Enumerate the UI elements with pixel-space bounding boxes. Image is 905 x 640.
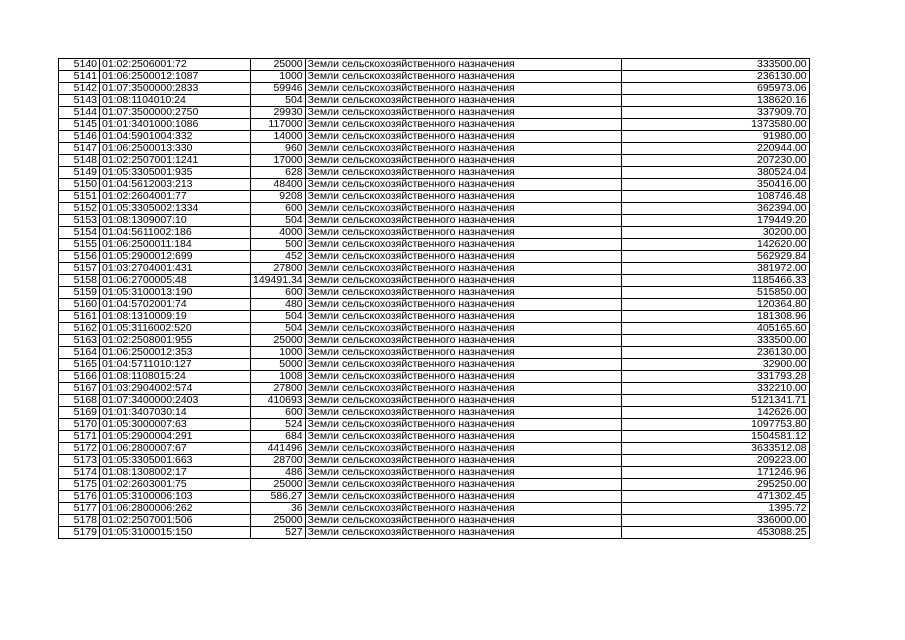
- row-number-cell: 5173: [59, 455, 100, 467]
- area-cell: 5000: [251, 359, 306, 371]
- land-category-cell: Земли сельскохозяйственного назначения: [305, 59, 621, 71]
- land-category-cell: Земли сельскохозяйственного назначения: [305, 143, 621, 155]
- land-category-cell: Земли сельскохозяйственного назначения: [305, 383, 621, 395]
- cadastral-number-cell: 01:07:3500000:2750: [100, 107, 251, 119]
- land-category-cell: Земли сельскохозяйственного назначения: [305, 299, 621, 311]
- cadastral-number-cell: 01:04:5702001:74: [100, 299, 251, 311]
- table-row: [59, 419, 810, 431]
- land-category-cell: Земли сельскохозяйственного назначения: [305, 455, 621, 467]
- cadastral-number-cell: 01:07:3500000:2833: [100, 83, 251, 95]
- cadastral-number-cell: 01:08:1308002:17: [100, 467, 251, 479]
- land-category-cell: Земли сельскохозяйственного назначения: [305, 71, 621, 83]
- land-category-cell: Земли сельскохозяйственного назначения: [305, 491, 621, 503]
- area-cell: 28700: [251, 455, 306, 467]
- table-body: [59, 59, 810, 539]
- row-number-cell: 5140: [59, 59, 100, 71]
- row-number-cell: 5144: [59, 107, 100, 119]
- cadastral-value-cell: 337909.70: [621, 107, 809, 119]
- land-category-cell: Земли сельскохозяйственного назначения: [305, 515, 621, 527]
- row-number-cell: 5142: [59, 83, 100, 95]
- row-number-cell: 5165: [59, 359, 100, 371]
- cadastral-number-cell: 01:05:3100015:150: [100, 527, 251, 539]
- cadastral-number-cell: 01:04:5901004:332: [100, 131, 251, 143]
- area-cell: 486: [251, 467, 306, 479]
- cadastral-value-cell: 142626.00: [621, 407, 809, 419]
- area-cell: 1008: [251, 371, 306, 383]
- land-category-cell: Земли сельскохозяйственного назначения: [305, 95, 621, 107]
- cadastral-number-cell: 01:08:1104010:24: [100, 95, 251, 107]
- area-cell: 600: [251, 287, 306, 299]
- area-cell: 27800: [251, 263, 306, 275]
- row-number-cell: 5141: [59, 71, 100, 83]
- land-category-cell: Земли сельскохозяйственного назначения: [305, 263, 621, 275]
- land-category-cell: Земли сельскохозяйственного назначения: [305, 335, 621, 347]
- table-row: [59, 503, 810, 515]
- land-category-cell: Земли сельскохозяйственного назначения: [305, 83, 621, 95]
- land-category-cell: Земли сельскохозяйственного назначения: [305, 431, 621, 443]
- land-category-cell: Земли сельскохозяйственного назначения: [305, 203, 621, 215]
- table-row: [59, 395, 810, 407]
- table-row: [59, 491, 810, 503]
- cadastral-value-cell: 209223.00: [621, 455, 809, 467]
- area-cell: 117000: [251, 119, 306, 131]
- cadastral-value-cell: 1097753.80: [621, 419, 809, 431]
- table-row: [59, 203, 810, 215]
- table-row: [59, 215, 810, 227]
- cadastral-value-cell: 336000.00: [621, 515, 809, 527]
- table-row: [59, 347, 810, 359]
- cadastral-number-cell: 01:06:2800007:67: [100, 443, 251, 455]
- table-row: [59, 323, 810, 335]
- area-cell: 17000: [251, 155, 306, 167]
- land-category-cell: Земли сельскохозяйственного назначения: [305, 311, 621, 323]
- cadastral-number-cell: 01:06:2800006:262: [100, 503, 251, 515]
- table-row: [59, 371, 810, 383]
- cadastral-value-cell: 181308.96: [621, 311, 809, 323]
- cadastral-number-cell: 01:02:2506001:72: [100, 59, 251, 71]
- row-number-cell: 5156: [59, 251, 100, 263]
- land-category-cell: Земли сельскохозяйственного назначения: [305, 251, 621, 263]
- table-row: [59, 359, 810, 371]
- row-number-cell: 5154: [59, 227, 100, 239]
- row-number-cell: 5145: [59, 119, 100, 131]
- row-number-cell: 5162: [59, 323, 100, 335]
- cadastral-number-cell: 01:06:2500012:353: [100, 347, 251, 359]
- cadastral-number-cell: 01:05:3116002:520: [100, 323, 251, 335]
- row-number-cell: 5169: [59, 407, 100, 419]
- table-row: [59, 71, 810, 83]
- land-category-cell: Земли сельскохозяйственного назначения: [305, 407, 621, 419]
- land-category-cell: Земли сельскохозяйственного назначения: [305, 347, 621, 359]
- row-number-cell: 5151: [59, 191, 100, 203]
- cadastral-number-cell: 01:07:3400000:2403: [100, 395, 251, 407]
- cadastral-value-cell: 3633512.08: [621, 443, 809, 455]
- cadastral-value-cell: 5121341.71: [621, 395, 809, 407]
- land-category-cell: Земли сельскохозяйственного назначения: [305, 467, 621, 479]
- land-category-cell: Земли сельскохозяйственного назначения: [305, 167, 621, 179]
- cadastral-value-cell: 1395.72: [621, 503, 809, 515]
- row-number-cell: 5177: [59, 503, 100, 515]
- row-number-cell: 5159: [59, 287, 100, 299]
- cadastral-value-cell: 453088.25: [621, 527, 809, 539]
- table-row: [59, 287, 810, 299]
- cadastral-value-cell: 350416.00: [621, 179, 809, 191]
- row-number-cell: 5153: [59, 215, 100, 227]
- row-number-cell: 5158: [59, 275, 100, 287]
- land-category-cell: Земли сельскохозяйственного назначения: [305, 395, 621, 407]
- row-number-cell: 5146: [59, 131, 100, 143]
- row-number-cell: 5155: [59, 239, 100, 251]
- land-category-cell: Земли сельскохозяйственного назначения: [305, 179, 621, 191]
- area-cell: 149491.34: [251, 275, 306, 287]
- cadastral-value-cell: 120364.80: [621, 299, 809, 311]
- land-category-cell: Земли сельскохозяйственного назначения: [305, 443, 621, 455]
- cadastral-value-cell: 380524.04: [621, 167, 809, 179]
- row-number-cell: 5157: [59, 263, 100, 275]
- row-number-cell: 5147: [59, 143, 100, 155]
- land-category-cell: Земли сельскохозяйственного назначения: [305, 371, 621, 383]
- row-number-cell: 5161: [59, 311, 100, 323]
- area-cell: 500: [251, 239, 306, 251]
- table-row: [59, 407, 810, 419]
- cadastral-value-cell: 405165.60: [621, 323, 809, 335]
- land-category-cell: Земли сельскохозяйственного назначения: [305, 287, 621, 299]
- row-number-cell: 5150: [59, 179, 100, 191]
- cadastral-value-cell: 331793.28: [621, 371, 809, 383]
- table-row: [59, 155, 810, 167]
- land-category-cell: Земли сельскохозяйственного назначения: [305, 215, 621, 227]
- cadastral-number-cell: 01:06:2500012:1087: [100, 71, 251, 83]
- cadastral-value-cell: 562929.84: [621, 251, 809, 263]
- land-category-cell: Земли сельскохозяйственного назначения: [305, 239, 621, 251]
- cadastral-number-cell: 01:06:2500013:330: [100, 143, 251, 155]
- cadastral-value-cell: 332210.00: [621, 383, 809, 395]
- cadastral-value-cell: 179449.20: [621, 215, 809, 227]
- cadastral-value-cell: 515850.00: [621, 287, 809, 299]
- area-cell: 441496: [251, 443, 306, 455]
- row-number-cell: 5149: [59, 167, 100, 179]
- row-number-cell: 5143: [59, 95, 100, 107]
- row-number-cell: 5171: [59, 431, 100, 443]
- land-category-cell: Земли сельскохозяйственного назначения: [305, 503, 621, 515]
- cadastral-number-cell: 01:05:2900004:291: [100, 431, 251, 443]
- cadastral-number-cell: 01:02:2603001:75: [100, 479, 251, 491]
- area-cell: 1000: [251, 71, 306, 83]
- cadastral-value-cell: 142620.00: [621, 239, 809, 251]
- table-row: [59, 455, 810, 467]
- area-cell: 1000: [251, 347, 306, 359]
- area-cell: 25000: [251, 515, 306, 527]
- cadastral-number-cell: 01:08:1310009:19: [100, 311, 251, 323]
- cadastral-number-cell: 01:03:2904002:574: [100, 383, 251, 395]
- land-category-cell: Земли сельскохозяйственного назначения: [305, 479, 621, 491]
- row-number-cell: 5152: [59, 203, 100, 215]
- area-cell: 452: [251, 251, 306, 263]
- cadastral-number-cell: 01:08:1108015:24: [100, 371, 251, 383]
- cadastral-value-cell: 91980.00: [621, 131, 809, 143]
- table-row: [59, 383, 810, 395]
- table-row: [59, 107, 810, 119]
- cadastral-value-cell: 695973.06: [621, 83, 809, 95]
- cadastral-value-cell: 207230.00: [621, 155, 809, 167]
- cadastral-value-cell: 30200.00: [621, 227, 809, 239]
- cadastral-number-cell: 01:05:3100013:190: [100, 287, 251, 299]
- table-row: [59, 311, 810, 323]
- cadastral-value-cell: 108746.48: [621, 191, 809, 203]
- cadastral-number-cell: 01:04:5611002:186: [100, 227, 251, 239]
- area-cell: 4000: [251, 227, 306, 239]
- cadastral-value-cell: 381972.00: [621, 263, 809, 275]
- area-cell: 29930: [251, 107, 306, 119]
- cadastral-value-cell: 138620.16: [621, 95, 809, 107]
- area-cell: 504: [251, 215, 306, 227]
- cadastral-number-cell: 01:05:3000007:63: [100, 419, 251, 431]
- land-category-cell: Земли сельскохозяйственного назначения: [305, 323, 621, 335]
- cadastral-value-cell: 1185466.33: [621, 275, 809, 287]
- land-category-cell: Земли сельскохозяйственного назначения: [305, 155, 621, 167]
- table-row: [59, 299, 810, 311]
- cadastral-value-cell: 333500.00: [621, 59, 809, 71]
- cadastral-number-cell: 01:02:2508001:955: [100, 335, 251, 347]
- row-number-cell: 5166: [59, 371, 100, 383]
- row-number-cell: 5172: [59, 443, 100, 455]
- table-row: [59, 431, 810, 443]
- area-cell: 27800: [251, 383, 306, 395]
- area-cell: 25000: [251, 479, 306, 491]
- land-category-cell: Земли сельскохозяйственного назначения: [305, 119, 621, 131]
- land-category-cell: Земли сельскохозяйственного назначения: [305, 227, 621, 239]
- area-cell: 600: [251, 407, 306, 419]
- land-category-cell: Земли сельскохозяйственного назначения: [305, 359, 621, 371]
- area-cell: 504: [251, 311, 306, 323]
- land-category-cell: Земли сельскохозяйственного назначения: [305, 419, 621, 431]
- area-cell: 25000: [251, 59, 306, 71]
- cadastral-number-cell: 01:02:2604001:77: [100, 191, 251, 203]
- area-cell: 25000: [251, 335, 306, 347]
- table-row: [59, 335, 810, 347]
- cadastral-number-cell: 01:05:3305001:663: [100, 455, 251, 467]
- cadastral-number-cell: 01:04:5612003:213: [100, 179, 251, 191]
- table-row: [59, 479, 810, 491]
- cadastral-value-cell: 295250.00: [621, 479, 809, 491]
- table-row: [59, 443, 810, 455]
- table-row: [59, 167, 810, 179]
- table-row: [59, 527, 810, 539]
- cadastral-number-cell: 01:05:3100006:103: [100, 491, 251, 503]
- table-row: [59, 227, 810, 239]
- row-number-cell: 5174: [59, 467, 100, 479]
- cadastral-number-cell: 01:05:3305001:935: [100, 167, 251, 179]
- land-category-cell: Земли сельскохозяйственного назначения: [305, 131, 621, 143]
- area-cell: 527: [251, 527, 306, 539]
- area-cell: 524: [251, 419, 306, 431]
- row-number-cell: 5178: [59, 515, 100, 527]
- row-number-cell: 5179: [59, 527, 100, 539]
- cadastral-number-cell: 01:01:3407030:14: [100, 407, 251, 419]
- table-row: [59, 179, 810, 191]
- table-row: [59, 467, 810, 479]
- cadastral-number-cell: 01:05:3305002:1334: [100, 203, 251, 215]
- cadastral-number-cell: 01:06:2700005:48: [100, 275, 251, 287]
- row-number-cell: 5164: [59, 347, 100, 359]
- area-cell: 410693: [251, 395, 306, 407]
- table-row: [59, 143, 810, 155]
- cadastral-value-cell: 471302.45: [621, 491, 809, 503]
- row-number-cell: 5163: [59, 335, 100, 347]
- row-number-cell: 5167: [59, 383, 100, 395]
- cadastral-number-cell: 01:02:2507001:506: [100, 515, 251, 527]
- table-row: [59, 239, 810, 251]
- area-cell: 48400: [251, 179, 306, 191]
- row-number-cell: 5175: [59, 479, 100, 491]
- table-row: [59, 263, 810, 275]
- cadastral-number-cell: 01:01:3401000:1086: [100, 119, 251, 131]
- area-cell: 504: [251, 95, 306, 107]
- area-cell: 59946: [251, 83, 306, 95]
- cadastral-value-cell: 333500.00: [621, 335, 809, 347]
- cadastral-value-cell: 362394.00: [621, 203, 809, 215]
- area-cell: 504: [251, 323, 306, 335]
- table-row: [59, 275, 810, 287]
- land-parcels-table: [58, 58, 810, 539]
- area-cell: 14000: [251, 131, 306, 143]
- row-number-cell: 5168: [59, 395, 100, 407]
- cadastral-value-cell: 236130.00: [621, 71, 809, 83]
- area-cell: 600: [251, 203, 306, 215]
- area-cell: 628: [251, 167, 306, 179]
- area-cell: 9208: [251, 191, 306, 203]
- table-row: [59, 131, 810, 143]
- area-cell: 36: [251, 503, 306, 515]
- table-row: [59, 83, 810, 95]
- cadastral-value-cell: 32900.00: [621, 359, 809, 371]
- cadastral-number-cell: 01:08:1309007:10: [100, 215, 251, 227]
- cadastral-number-cell: 01:05:2900012:699: [100, 251, 251, 263]
- land-category-cell: Земли сельскохозяйственного назначения: [305, 191, 621, 203]
- table-row: [59, 251, 810, 263]
- cadastral-number-cell: 01:04:5711010:127: [100, 359, 251, 371]
- row-number-cell: 5170: [59, 419, 100, 431]
- cadastral-number-cell: 01:02:2507001:1241: [100, 155, 251, 167]
- table-row: [59, 119, 810, 131]
- land-category-cell: Земли сельскохозяйственного назначения: [305, 527, 621, 539]
- row-number-cell: 5160: [59, 299, 100, 311]
- row-number-cell: 5176: [59, 491, 100, 503]
- cadastral-number-cell: 01:03:2704001:431: [100, 263, 251, 275]
- area-cell: 684: [251, 431, 306, 443]
- cadastral-value-cell: 236130.00: [621, 347, 809, 359]
- area-cell: 960: [251, 143, 306, 155]
- table-row: [59, 515, 810, 527]
- land-category-cell: Земли сельскохозяйственного назначения: [305, 275, 621, 287]
- cadastral-number-cell: 01:06:2500011:184: [100, 239, 251, 251]
- cadastral-value-cell: 1504581.12: [621, 431, 809, 443]
- table-row: [59, 95, 810, 107]
- cadastral-value-cell: 1373580.00: [621, 119, 809, 131]
- row-number-cell: 5148: [59, 155, 100, 167]
- area-cell: 480: [251, 299, 306, 311]
- cadastral-value-cell: 171246.96: [621, 467, 809, 479]
- table-row: [59, 191, 810, 203]
- cadastral-value-cell: 220944.00: [621, 143, 809, 155]
- area-cell: 586.27: [251, 491, 306, 503]
- land-category-cell: Земли сельскохозяйственного назначения: [305, 107, 621, 119]
- table-row: [59, 59, 810, 71]
